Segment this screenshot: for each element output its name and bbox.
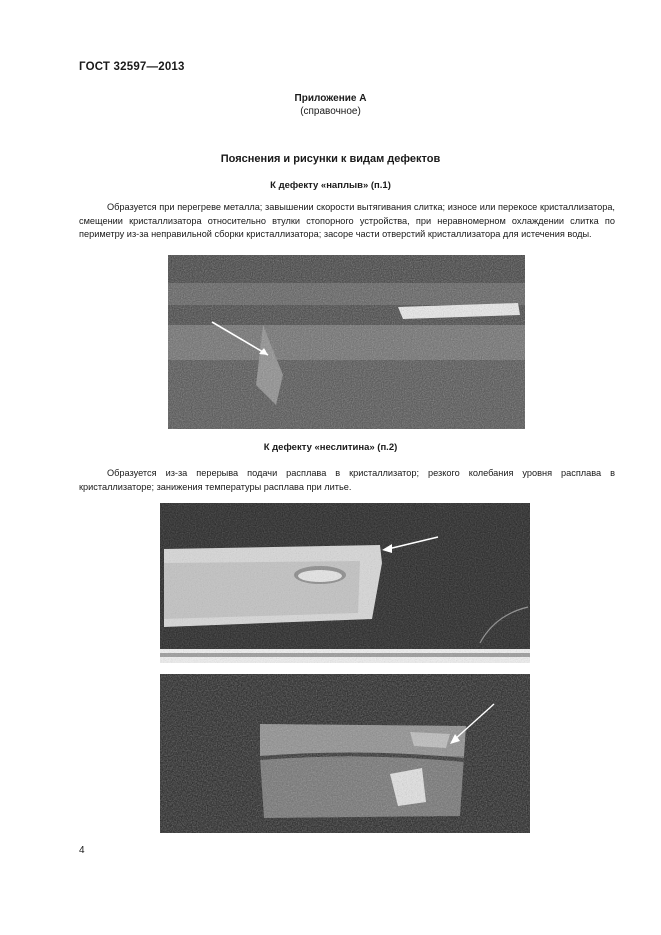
defect-description-neslitina: Образуется из-за перерыва подачи расплава в кристаллизатор; резкого колебания уровня расплава в кристаллизаторе; занижения температуры расплава при литье. bbox=[79, 468, 615, 492]
appendix-title: Приложение А bbox=[294, 93, 367, 104]
defect-photo-neslitina-1 bbox=[160, 503, 530, 663]
defect-description-naplyv: Образуется при перегреве металла; завышении скорости вытягивания слитка; износе или перекосе кристаллизатора, смещении кристаллизатора относительно втулки стопорного устройства, при неравномерном охлаждении слитка по периметру из-за неправильной сборки кристаллизатора; засоре части отверстий кристаллизатора для истечения воды. bbox=[79, 202, 615, 240]
defect-heading-neslitina: К дефекту «неслитина» (п.2) bbox=[263, 442, 398, 453]
appendix-note: (справочное) bbox=[300, 106, 361, 117]
page-number: 4 bbox=[79, 845, 85, 856]
defect-photo-neslitina-2 bbox=[160, 674, 530, 833]
section-title: Пояснения и рисунки к видам дефектов bbox=[220, 153, 441, 165]
standard-code: ГОСТ 32597—2013 bbox=[79, 61, 185, 73]
appendix-header bbox=[0, 92, 661, 118]
defect-heading-naplyv: К дефекту «наплыв» (п.1) bbox=[270, 180, 391, 191]
defect-photo-naplyv bbox=[168, 255, 525, 429]
